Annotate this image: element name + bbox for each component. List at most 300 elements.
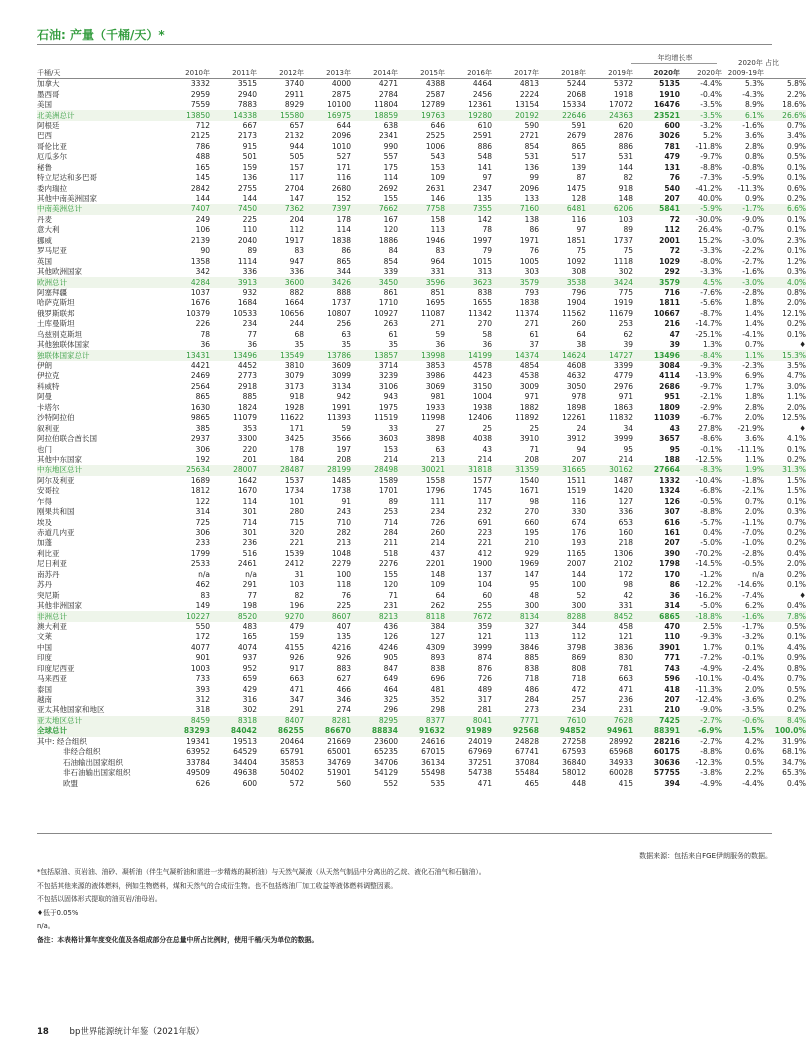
growth-2009-19-cell: 0.7% xyxy=(744,340,764,350)
cell-value: 336 xyxy=(242,267,257,277)
total-row xyxy=(37,716,806,726)
share-cell: 3.4% xyxy=(786,131,806,141)
share-cell: 0.1% xyxy=(786,444,806,454)
cell-value: 27258 xyxy=(562,736,586,746)
cell-value: 262 xyxy=(430,601,445,611)
cell-value: 715 xyxy=(289,517,304,527)
cell-value: 64529 xyxy=(233,747,257,757)
growth-2009-19-cell: -2.4% xyxy=(742,663,764,673)
cell-value: 7628 xyxy=(586,716,633,726)
year-header: 2011年 xyxy=(210,67,257,79)
cell-value: 57755 xyxy=(653,768,680,778)
table-row xyxy=(37,674,806,684)
cell-value: 8213 xyxy=(351,611,398,621)
row-label: 其他中南美洲国家 xyxy=(37,194,97,204)
cell-value: 1358 xyxy=(190,256,210,266)
cell-value: 886 xyxy=(618,141,633,151)
cell-value: 3426 xyxy=(304,277,351,287)
year-header: 2015年 xyxy=(398,67,445,79)
cell-value: 527 xyxy=(336,152,351,162)
cell-value: 3714 xyxy=(378,361,398,371)
share-cell: 31.9% xyxy=(782,736,806,746)
cell-value: 112 xyxy=(571,632,586,642)
cell-value: 8459 xyxy=(163,716,210,726)
share-cell: 0.9% xyxy=(786,141,806,151)
growth-2020-cell: -14.5% xyxy=(695,559,722,569)
cell-value: 318 xyxy=(195,705,210,715)
cell-value: 127 xyxy=(618,496,633,506)
cell-value: 67593 xyxy=(562,747,586,757)
growth-2020-cell: -12.2% xyxy=(695,580,722,590)
row-label: 埃及 xyxy=(37,517,52,527)
row-label: 中国 xyxy=(37,642,52,652)
cell-value: 43 xyxy=(669,423,680,433)
row-label: 泰国 xyxy=(37,684,52,694)
cell-value: 3999 xyxy=(472,642,492,652)
growth-header-rule xyxy=(631,63,717,64)
year-header: 2017年 xyxy=(492,67,539,79)
cell-value: 2279 xyxy=(331,559,351,569)
cell-value: 838 xyxy=(477,287,492,297)
cell-value: 3740 xyxy=(284,79,304,89)
share-cell: 0.7% xyxy=(786,517,806,527)
table-row xyxy=(37,768,806,778)
cell-value: 142 xyxy=(477,214,492,224)
cell-value: 390 xyxy=(664,548,680,558)
cell-value: 158 xyxy=(430,214,445,224)
share-cell: 31.3% xyxy=(764,465,806,475)
table-row xyxy=(37,361,806,371)
cell-value: 109 xyxy=(430,580,445,590)
cell-value: 2959 xyxy=(190,89,210,99)
growth-2020-cell: -8.7% xyxy=(700,308,722,318)
cell-value: 155 xyxy=(383,569,398,579)
cell-value: 3026 xyxy=(659,131,680,141)
table-row xyxy=(37,236,806,246)
cell-value: 548 xyxy=(477,152,492,162)
cell-value: 153 xyxy=(383,444,398,454)
cell-value: 4854 xyxy=(519,361,539,371)
cell-value: 113 xyxy=(524,632,539,642)
cell-value: 854 xyxy=(524,141,539,151)
cell-value: 301 xyxy=(242,528,257,538)
cell-value: 208 xyxy=(524,454,539,464)
cell-value: 11342 xyxy=(468,308,492,318)
cell-value: 2587 xyxy=(425,89,445,99)
cell-value: 7559 xyxy=(190,100,210,110)
table-row xyxy=(37,695,806,705)
cell-value: 137 xyxy=(477,569,492,579)
cell-value: 34 xyxy=(623,423,633,433)
growth-2009-19-cell: 6.2% xyxy=(744,601,764,611)
cell-value: 232 xyxy=(477,507,492,517)
cell-value: 1851 xyxy=(566,235,586,245)
cell-value: 274 xyxy=(336,705,351,715)
growth-2020-cell: -11.8% xyxy=(695,141,722,151)
share-cell: 0.1% xyxy=(786,246,806,256)
cell-value: 596 xyxy=(664,674,680,684)
cell-value: 1671 xyxy=(519,486,539,496)
cell-value: 1589 xyxy=(378,475,398,485)
cell-value: 1487 xyxy=(613,475,633,485)
cell-value: 865 xyxy=(195,392,210,402)
year-header: 2012年 xyxy=(257,67,304,79)
growth-2009-19-cell: -0.6% xyxy=(722,716,764,726)
growth-2009-19-cell: 1.1% xyxy=(722,350,764,360)
cell-value: 11679 xyxy=(609,308,633,318)
share-cell: 4.1% xyxy=(786,434,806,444)
cell-value: 36 xyxy=(247,340,257,350)
cell-value: 249 xyxy=(195,214,210,224)
growth-2020-cell: -5.0% xyxy=(700,538,722,548)
cell-value: 145 xyxy=(195,173,210,183)
table-row xyxy=(37,267,806,277)
cell-value: 223 xyxy=(477,528,492,538)
cell-value: 52 xyxy=(576,590,586,600)
growth-2009-19-cell: 2.0% xyxy=(744,413,764,423)
cell-value: 7672 xyxy=(445,611,492,621)
cell-value: 13857 xyxy=(351,350,398,360)
cell-value: 13154 xyxy=(515,100,539,110)
cell-value: 37 xyxy=(529,340,539,350)
share-cell: 0.1% xyxy=(786,225,806,235)
cell-value: 314 xyxy=(664,601,680,611)
table-row xyxy=(37,121,806,131)
cell-value: 35 xyxy=(388,340,398,350)
cell-value: 208 xyxy=(336,454,351,464)
cell-value: 1006 xyxy=(425,141,445,151)
cell-value: 197 xyxy=(336,444,351,454)
table-row xyxy=(37,643,806,653)
cell-value: 971 xyxy=(524,392,539,402)
cell-value: 1701 xyxy=(378,486,398,496)
cell-value: 4388 xyxy=(425,79,445,89)
row-label: 哈萨克斯坦 xyxy=(37,298,75,308)
cell-value: 905 xyxy=(383,653,398,663)
cell-value: 84 xyxy=(388,246,398,256)
cell-value: 260 xyxy=(571,319,586,329)
cell-value: 1092 xyxy=(566,256,586,266)
table-row xyxy=(37,632,806,642)
growth-2009-19-cell: -11.1% xyxy=(737,444,764,454)
cell-value: 10533 xyxy=(233,308,257,318)
cell-value: 282 xyxy=(336,528,351,538)
cell-value: 488 xyxy=(195,152,210,162)
cell-value: 3623 xyxy=(445,277,492,287)
row-label: 印度 xyxy=(37,653,52,663)
cell-value: 23600 xyxy=(374,736,398,746)
cell-value: 51901 xyxy=(327,768,351,778)
cell-value: 31818 xyxy=(445,465,492,475)
table-row xyxy=(37,517,806,527)
growth-2009-19-cell: 0.1% xyxy=(744,642,764,652)
growth-2009-19-cell: -11.3% xyxy=(737,183,764,193)
cell-value: 25 xyxy=(529,423,539,433)
cell-value: 54129 xyxy=(374,768,398,778)
cell-value: 590 xyxy=(524,120,539,130)
cell-value: 8607 xyxy=(304,611,351,621)
row-label: 南苏丹 xyxy=(37,569,60,579)
cell-value: 36840 xyxy=(562,757,586,767)
cell-value: 284 xyxy=(383,528,398,538)
growth-2009-19-cell: -14.6% xyxy=(737,580,764,590)
cell-value: 412 xyxy=(477,548,492,558)
page-number: 18 xyxy=(37,1027,49,1037)
cell-value: 47 xyxy=(669,329,680,339)
cell-value: 12789 xyxy=(421,100,445,110)
growth-2020-cell: -2.7% xyxy=(700,736,722,746)
cell-value: 11393 xyxy=(327,413,351,423)
cell-value: 465 xyxy=(524,778,539,788)
growth-2020-cell: 15.2% xyxy=(698,235,722,245)
cell-value: 19763 xyxy=(398,110,445,120)
cell-value: 394 xyxy=(664,778,680,788)
cell-value: 280 xyxy=(289,507,304,517)
cell-value: 91989 xyxy=(445,726,492,736)
header-row xyxy=(37,67,806,79)
growth-2020-cell: -70.2% xyxy=(695,548,722,558)
cell-value: 176 xyxy=(571,528,586,538)
share-cell: ♦ xyxy=(799,423,806,433)
cell-value: 2704 xyxy=(284,183,304,193)
cell-value: 448 xyxy=(571,778,586,788)
cell-value: 7771 xyxy=(492,716,539,726)
total-row xyxy=(37,726,806,736)
cell-value: 42 xyxy=(623,590,633,600)
cell-value: 90 xyxy=(200,246,210,256)
cell-value: 148 xyxy=(618,194,633,204)
cell-value: 121 xyxy=(477,632,492,642)
cell-value: 9865 xyxy=(190,413,210,423)
cell-value: 152 xyxy=(336,194,351,204)
growth-2020-cell: -3.5% xyxy=(700,100,722,110)
cell-value: 1015 xyxy=(472,256,492,266)
cell-value: 8295 xyxy=(351,716,398,726)
cell-value: 61 xyxy=(388,329,398,339)
cell-value: 99 xyxy=(529,173,539,183)
table-row xyxy=(37,173,806,183)
share-cell: 0.8% xyxy=(786,287,806,297)
cell-value: 1540 xyxy=(519,475,539,485)
cell-value: 43 xyxy=(482,444,492,454)
cell-value: 3106 xyxy=(378,381,398,391)
cell-value: 13850 xyxy=(163,110,210,120)
cell-value: 131 xyxy=(664,162,680,172)
cell-value: 178 xyxy=(336,214,351,224)
cell-value: 3150 xyxy=(472,381,492,391)
cell-value: 116 xyxy=(571,496,586,506)
cell-value: 1664 xyxy=(284,298,304,308)
share-cell: 0.5% xyxy=(786,684,806,694)
cell-value: 9270 xyxy=(257,611,304,621)
cell-value: 62 xyxy=(623,329,633,339)
table-body xyxy=(37,79,806,789)
growth-2009-19-cell: -7.4% xyxy=(742,590,764,600)
cell-value: 725 xyxy=(195,517,210,527)
cell-value: 25634 xyxy=(163,465,210,475)
cell-value: 2940 xyxy=(237,89,257,99)
cell-value: 7397 xyxy=(304,204,351,214)
cell-value: 352 xyxy=(430,695,445,705)
cell-value: 63 xyxy=(435,444,445,454)
cell-value: 1933 xyxy=(425,402,445,412)
growth-2009-19-cell: -9.0% xyxy=(742,214,764,224)
cell-value: 501 xyxy=(242,152,257,162)
cell-value: 214 xyxy=(477,454,492,464)
cell-value: 3836 xyxy=(613,642,633,652)
growth-2020-header: 2020年 xyxy=(680,67,722,79)
growth-2020-cell: -18.8% xyxy=(680,611,722,621)
table-row xyxy=(37,194,806,204)
cell-value: 3579 xyxy=(492,277,539,287)
cell-value: 7758 xyxy=(398,204,445,214)
cell-value: 218 xyxy=(618,538,633,548)
cell-value: 86 xyxy=(669,580,680,590)
row-label: 丹麦 xyxy=(37,214,52,224)
cell-value: 714 xyxy=(383,517,398,527)
cell-value: 325 xyxy=(383,695,398,705)
growth-2020-cell: -3.3% xyxy=(700,267,722,277)
cell-value: 2876 xyxy=(613,131,633,141)
share-cell: 3.5% xyxy=(786,361,806,371)
cell-value: 436 xyxy=(383,621,398,631)
cell-value: 11892 xyxy=(515,413,539,423)
share-cell: 0.2% xyxy=(786,705,806,715)
cell-value: 659 xyxy=(242,674,257,684)
growth-2020-cell: 26.4% xyxy=(698,225,722,235)
row-label: 卡塔尔 xyxy=(37,402,60,412)
cell-value: 691 xyxy=(477,517,492,527)
cell-value: 470 xyxy=(664,621,680,631)
cell-value: 114 xyxy=(383,173,398,183)
cell-value: 39 xyxy=(669,340,680,350)
cell-value: 346 xyxy=(336,695,351,705)
cell-value: 3069 xyxy=(425,381,445,391)
cell-value: 344 xyxy=(336,267,351,277)
cell-value: 466 xyxy=(336,684,351,694)
growth-2020-cell: -7.2% xyxy=(700,653,722,663)
table-row xyxy=(37,444,806,454)
cell-value: 483 xyxy=(242,621,257,631)
cell-value: 139 xyxy=(571,162,586,172)
cell-value: 1306 xyxy=(613,548,633,558)
cell-value: 2842 xyxy=(190,183,210,193)
row-label: 非洲总计 xyxy=(37,611,163,621)
row-label: 尼日利亚 xyxy=(37,559,67,569)
growth-2009-19-cell: -3.0% xyxy=(722,277,764,287)
cell-value: 88834 xyxy=(351,726,398,736)
cell-value: 112 xyxy=(664,225,680,235)
cell-value: 1332 xyxy=(659,475,680,485)
table-row xyxy=(37,757,806,767)
total-row xyxy=(37,465,806,475)
cell-value: 978 xyxy=(571,392,586,402)
cell-value: 1882 xyxy=(519,402,539,412)
growth-2009-19-cell: -1.6% xyxy=(742,120,764,130)
cell-value: 3603 xyxy=(378,434,398,444)
growth-2009-19-cell: -1.7% xyxy=(722,204,764,214)
cell-value: 67015 xyxy=(421,747,445,757)
cell-value: 4813 xyxy=(519,79,539,89)
cell-value: 20464 xyxy=(280,736,304,746)
cell-value: 65001 xyxy=(327,747,351,757)
year-header: 2018年 xyxy=(539,67,586,79)
table-row xyxy=(37,423,806,433)
cell-value: 270 xyxy=(477,319,492,329)
cell-value: 944 xyxy=(289,141,304,151)
cell-value: 3657 xyxy=(659,434,680,444)
footnotes xyxy=(37,866,486,947)
production-table xyxy=(37,67,806,789)
share-cell: 1.5% xyxy=(786,475,806,485)
growth-2020-cell: -8.8% xyxy=(700,507,722,517)
footnote-remark: 备注：本表格计算年度变化值及各组成部分在总量中所占比例时，使用千桶/天为单位的数据。 xyxy=(37,935,319,944)
share-cell: 0.7% xyxy=(786,674,806,684)
cell-value: 225 xyxy=(242,214,257,224)
cell-value: 64 xyxy=(435,590,445,600)
table-row xyxy=(37,486,806,496)
cell-value: 65235 xyxy=(374,747,398,757)
cell-value: 11804 xyxy=(374,100,398,110)
growth-2009-19-cell: -4.4% xyxy=(742,778,764,788)
cell-value: 886 xyxy=(477,141,492,151)
cell-value: 653 xyxy=(618,517,633,527)
cell-value: 8377 xyxy=(398,716,445,726)
year-header: 2020年 xyxy=(633,67,680,79)
share-cell: ♦ xyxy=(799,340,806,350)
cell-value: 94 xyxy=(576,444,586,454)
cell-value: 3912 xyxy=(566,434,586,444)
table-row xyxy=(37,434,806,444)
cell-value: 270 xyxy=(524,507,539,517)
cell-value: 71 xyxy=(388,590,398,600)
cell-value: 1838 xyxy=(331,235,351,245)
growth-2020-cell: -9.0% xyxy=(700,705,722,715)
cell-value: 110 xyxy=(242,225,257,235)
cell-value: 743 xyxy=(664,663,680,673)
cell-value: 148 xyxy=(430,569,445,579)
cell-value: 37084 xyxy=(515,757,539,767)
cell-value: 83293 xyxy=(163,726,210,736)
cell-value: 157 xyxy=(289,162,304,172)
cell-value: 1485 xyxy=(331,475,351,485)
cell-value: 14374 xyxy=(492,350,539,360)
cell-value: 1511 xyxy=(566,475,586,485)
cell-value: 2680 xyxy=(331,183,351,193)
cell-value: 7883 xyxy=(237,100,257,110)
table-row xyxy=(37,246,806,256)
cell-value: 170 xyxy=(664,569,680,579)
cell-value: 86 xyxy=(529,225,539,235)
table-row xyxy=(37,559,806,569)
cell-value: 1420 xyxy=(613,486,633,496)
cell-value: 990 xyxy=(383,141,398,151)
cell-value: 135 xyxy=(477,194,492,204)
footnote: ♦低于0.05% xyxy=(37,908,79,917)
cell-value: 518 xyxy=(383,548,398,558)
cell-value: 144 xyxy=(571,569,586,579)
share-cell: 0.6% xyxy=(786,183,806,193)
cell-value: 196 xyxy=(289,601,304,611)
growth-2020-cell: -1.2% xyxy=(700,569,722,579)
growth-2020-cell: -12.5% xyxy=(695,454,722,464)
cell-value: 13496 xyxy=(633,350,680,360)
cell-value: 54738 xyxy=(468,768,492,778)
cell-value: 5372 xyxy=(613,79,633,89)
cell-value: 861 xyxy=(383,287,398,297)
cell-value: 291 xyxy=(289,705,304,715)
cell-value: 4077 xyxy=(190,642,210,652)
